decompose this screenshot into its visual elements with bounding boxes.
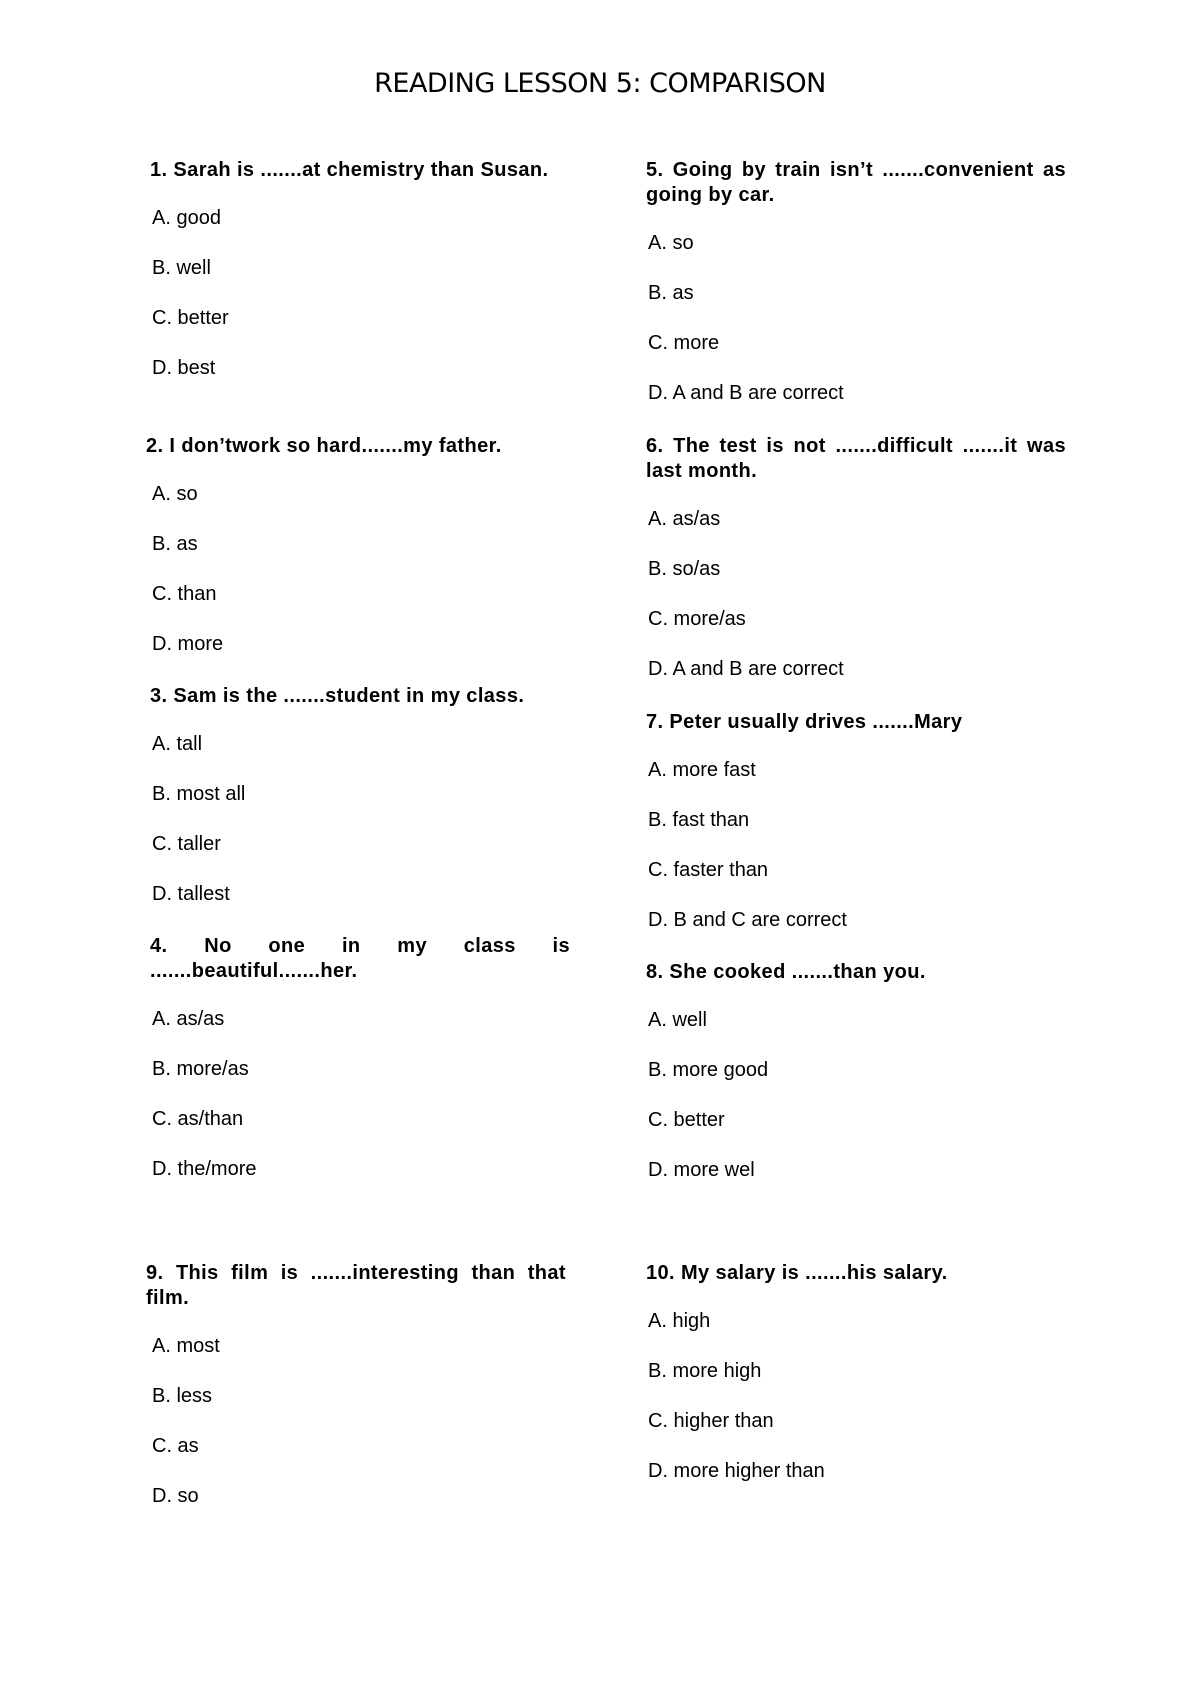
page-title: READING LESSON 5: COMPARISON <box>374 68 826 99</box>
option-b: B. so/as <box>648 558 721 580</box>
question-5 <box>646 158 1066 406</box>
option-c: C. better <box>648 1109 725 1131</box>
option-c: C. more/as <box>648 608 746 630</box>
option-c: C. faster than <box>648 859 769 881</box>
question-8 <box>646 960 1066 1183</box>
option-b: B. more good <box>648 1059 769 1081</box>
option-b: B. as <box>152 533 198 555</box>
option-d: D. best <box>152 357 216 379</box>
option-c: C. better <box>152 307 229 329</box>
option-b: B. less <box>152 1385 213 1407</box>
question-7 <box>646 710 1066 933</box>
question-3 <box>150 684 570 907</box>
question-text: 4. No one in my class is .......beautiful.......her. <box>150 935 570 982</box>
question-text: 3. Sam is the .......student in my class. <box>150 685 525 707</box>
question-text: 9. This film is .......interesting than that film. <box>146 1262 566 1309</box>
question-text: 8. She cooked .......than you. <box>646 961 926 983</box>
option-d: D. A and B are correct <box>648 658 844 680</box>
option-d: D. A and B are correct <box>648 382 844 404</box>
question-2 <box>146 434 566 657</box>
option-a: A. so <box>648 232 694 254</box>
question-text: 7. Peter usually drives .......Mary <box>646 711 963 733</box>
option-d: D. the/more <box>152 1158 257 1180</box>
option-d: D. more higher than <box>648 1460 825 1482</box>
option-a: A. more fast <box>648 759 756 781</box>
option-d: D. tallest <box>152 883 230 905</box>
question-text: 5. Going by train isn’t .......convenient as going by car. <box>646 159 1066 206</box>
option-c: C. taller <box>152 833 221 855</box>
option-d: D. more wel <box>648 1159 755 1181</box>
option-a: A. well <box>648 1009 707 1031</box>
option-d: D. B and C are correct <box>648 909 847 931</box>
option-a: A. good <box>152 207 221 229</box>
option-b: B. more high <box>648 1360 762 1382</box>
option-a: A. tall <box>152 733 203 755</box>
question-9 <box>146 1261 566 1509</box>
option-c: C. than <box>152 583 217 605</box>
option-a: A. so <box>152 483 198 505</box>
option-c: C. as <box>152 1435 199 1457</box>
option-d: D. more <box>152 633 224 655</box>
question-text: 1. Sarah is .......at chemistry than Susan. <box>150 159 549 181</box>
question-4 <box>150 934 570 1182</box>
option-b: B. most all <box>152 783 246 805</box>
question-text: 6. The test is not .......difficult .......it was last month. <box>646 435 1066 482</box>
option-a: A. as/as <box>152 1008 225 1030</box>
option-b: B. as <box>648 282 694 304</box>
option-c: C. as/than <box>152 1108 244 1130</box>
option-b: B. more/as <box>152 1058 249 1080</box>
option-b: B. well <box>152 257 211 279</box>
option-b: B. fast than <box>648 809 750 831</box>
question-1 <box>150 158 570 381</box>
question-text: 10. My salary is .......his salary. <box>646 1262 948 1284</box>
option-c: C. more <box>648 332 720 354</box>
question-10 <box>646 1261 1066 1484</box>
question-6 <box>646 434 1066 682</box>
option-a: A. as/as <box>648 508 721 530</box>
option-c: C. higher than <box>648 1410 774 1432</box>
option-a: A. most <box>152 1335 220 1357</box>
question-text: 2. I don’twork so hard.......my father. <box>146 435 502 457</box>
option-a: A. high <box>648 1310 711 1332</box>
option-d: D. so <box>152 1485 199 1507</box>
